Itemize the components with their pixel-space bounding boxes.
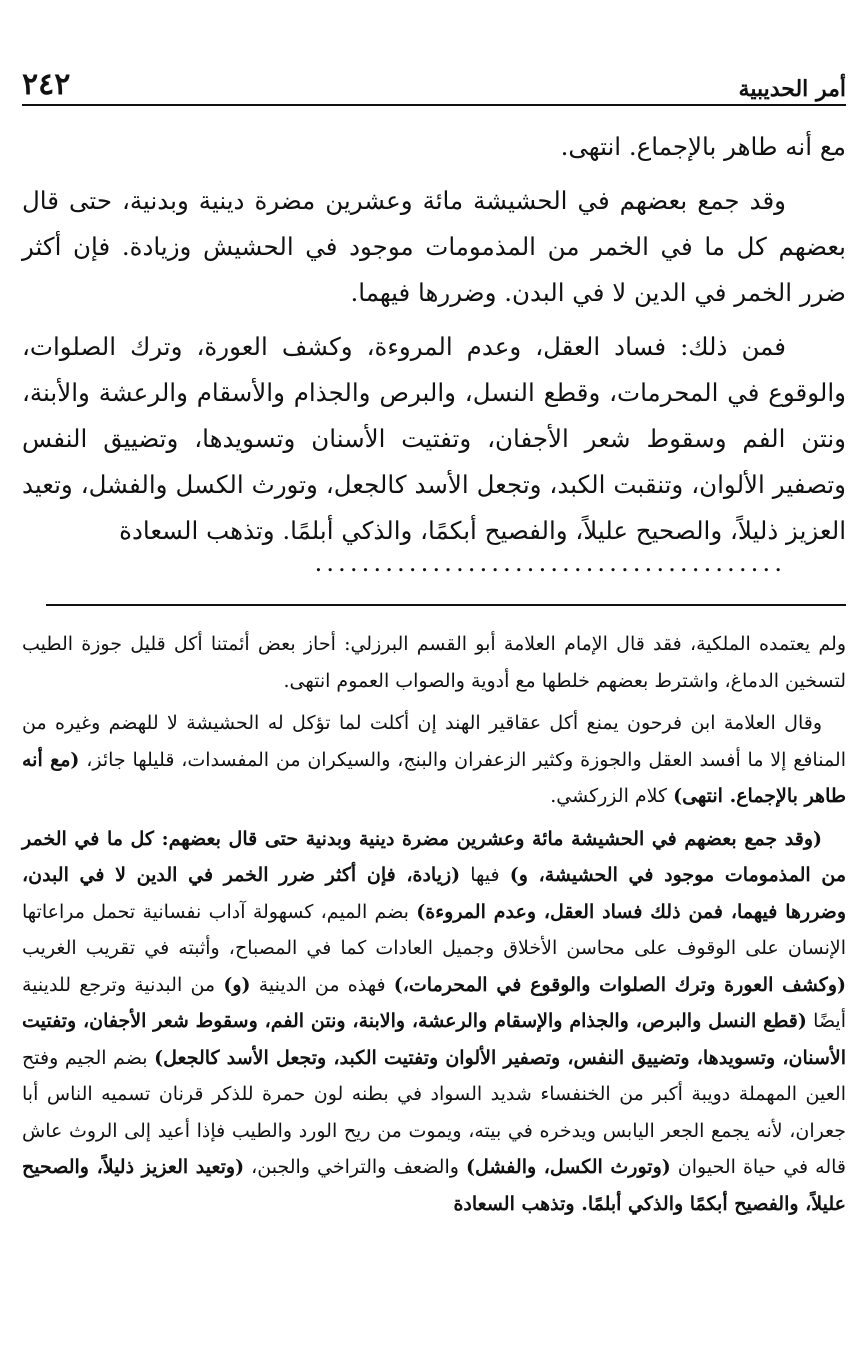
note-2-text-c: كلام الزركشي. bbox=[550, 785, 674, 807]
footnote-divider bbox=[46, 604, 846, 606]
note-3-text-h: من البدنية وترجع للدينية أيضًا bbox=[22, 973, 846, 1032]
commentary-text bbox=[22, 626, 846, 1222]
note-paragraph-2 bbox=[22, 705, 846, 815]
note-3-quote-m: (وتعيد العزيز ذليلاً، والصحيح عليلاً، والفصيح أبكمًا والذكي أبلمًا. وتذهب السعادة bbox=[22, 1156, 846, 1215]
note-3-quote-i: (قطع النسل والبرص، والجذام والإسقام والرعشة، والابنة، ونتن الفم، وسقوط شعر الأجفان، وتفتيت الأسنان، وتسويدها، وتضييق النفس، وتصفير الألوان وتفتيت الكبد، وتجعل الأسد كالجعل) bbox=[22, 1010, 846, 1069]
note-3-quote-c: (زيادة، فإن أكثر ضرر الخمر في الدين لا في البدن، وضررها فيهما، فمن ذلك فساد العقل، وعدم المروءة) bbox=[22, 864, 846, 923]
note-3-text-j: بضم الجيم وفتح العين المهملة دويبة أكبر من الخنفساء شديد السواد في بطنه لون حمرة للذكر قرنان تسميه الناس أبا جعران، لأنه يجمع الجعر اليابس ويدخره في بيته، ويموت من ريح الورد والطيب فإذا أعيد إلى الروث عاش قاله في حياة الحيوان bbox=[22, 1046, 847, 1178]
note-3-quote-e: (وكشف العورة وترك الصلوات والوقوع في المحرمات،) bbox=[393, 973, 846, 996]
main-paragraph-3 bbox=[22, 324, 846, 578]
note-3-text-l: والضعف والتراخي والجبن، bbox=[244, 1156, 466, 1178]
note-paragraph-3 bbox=[22, 821, 846, 1223]
running-title: أمر الحديبية bbox=[738, 76, 846, 102]
main-paragraph-2: وقد جمع بعضهم في الحشيشة مائة وعشرين مضرة دينية وبدنية، حتى قال بعضهم كل ما في الخمر من المذمومات موجود في الحشيش وزيادة. فإن أكثر ضرر الخمر في الدين لا في البدن. وضررها فيهما. bbox=[22, 186, 846, 307]
page-number: ٢٤٢ bbox=[22, 67, 71, 102]
note-3-text-d: بضم الميم، كسهولة آداب نفسانية تحمل مراعاتها الإنسان على الوقوف على محاسن الأخلاق وجميل العادات كما في المصباح، وأثبته في تقريب الغريب bbox=[22, 900, 846, 959]
main-text bbox=[22, 124, 846, 578]
note-3-text-b: فيها bbox=[460, 864, 510, 886]
note-3-quote-a: (وقد جمع بعضهم في الحشيشة مائة وعشرين مضرة دينية وبدنية حتى قال بعضهم: كل ما في الخمر من المذمومات موجود في الحشيشة، و) bbox=[22, 827, 847, 886]
note-2-text-a: وقال العلامة ابن فرحون يمنع أكل عقاقير الهند إن أكلت لما تؤكل له الحشيشة لا للهضم وغيره من المنافع إلا ما أفسد العقل والجوزة وكثير الزعفران والبنج، والسيكران من المفسدات، قليلها جائز، bbox=[22, 712, 846, 771]
page-header bbox=[22, 56, 846, 106]
note-3-text-f: فهذه من الدينية bbox=[250, 973, 394, 996]
note-2-quote: (مع أنه طاهر بالإجماع. انتهى) bbox=[22, 748, 846, 807]
note-3-quote-k: (وتورث الكسل، والفشل) bbox=[465, 1156, 671, 1178]
note-paragraph-1: ولم يعتمده الملكية، فقد قال الإمام العلامة أبو القسم البرزلي: أحاز بعض أئمتنا أكل قليل جوزة الطيب لتسخين الدماغ، واشترط بعضهم خلطها مع أدوية والصواب العموم انتهى. bbox=[22, 633, 846, 692]
dotted-leader: ........................................ bbox=[314, 548, 786, 577]
main-paragraph-3-text: فمن ذلك: فساد العقل، وعدم المروءة، وكشف العورة، وترك الصلوات، والوقوع في المحرمات، وقطع النسل، والبرص والجذام والأسقام والرعشة والأبنة، ونتن الفم وسقوط شعر الأجفان، وتفتيت الأسنان وتسويدها، وتضييق النفس وتصفير الألوان، وتنقبت الكبد، وتجعل الأسد كالجعل، وتورث الكسل والفشل، وتعيد العزيز ذليلاً، والصحيح عليلاً، والفصيح أبكمًا، والذكي أبلمًا. وتذهب السعادة bbox=[22, 332, 846, 545]
note-3-quote-g: (و) bbox=[223, 973, 251, 996]
main-paragraph-1: مع أنه طاهر بالإجماع. انتهى. bbox=[560, 132, 846, 161]
